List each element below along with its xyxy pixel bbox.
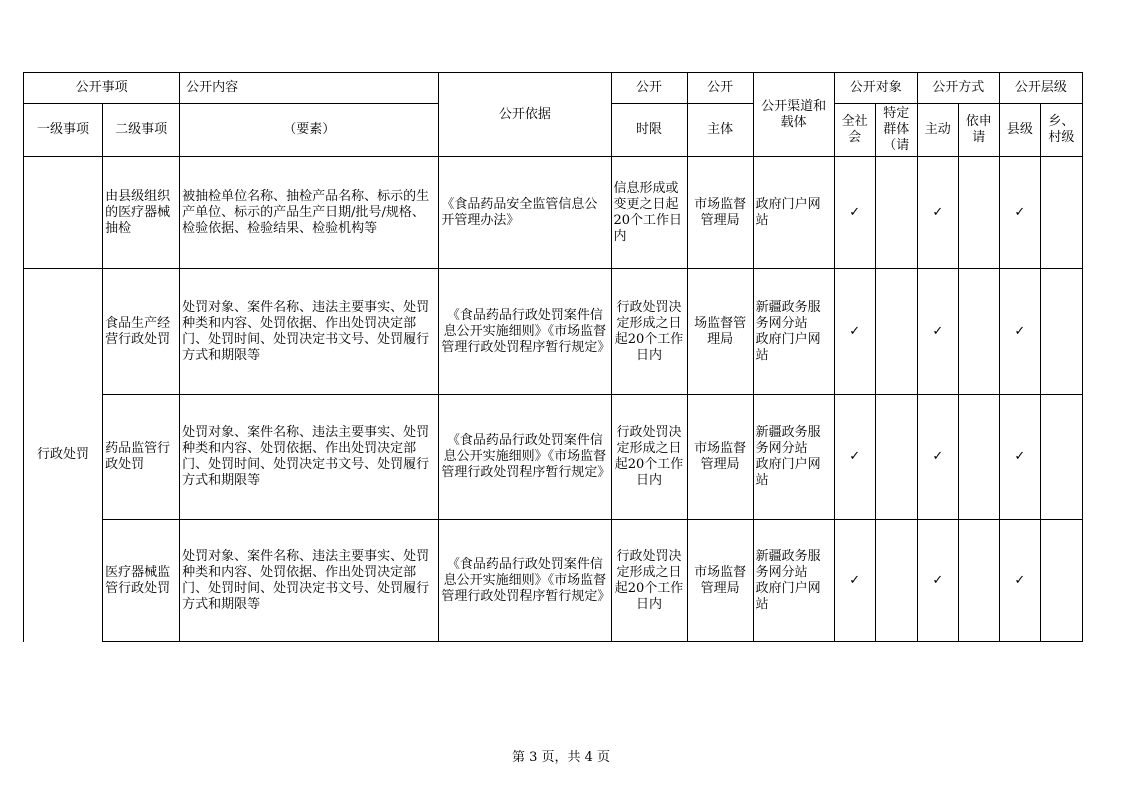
header-teding: 特定群体（请 [875,104,917,157]
header-zhuti-top: 公开 [687,73,753,104]
check-on-request [958,395,999,520]
row-basis: 《食品药品行政处罚案件信息公开实施细则》《市场监督管理行政处罚程序暂行规定》 [439,269,611,395]
check-township [1040,269,1082,395]
header-row-1 [24,73,1083,104]
row-item: 医疗器械监管行政处罚 [103,520,180,642]
row-subject: 市场监督管理局 [687,157,753,269]
row-item: 由县级组织的医疗器械抽检 [103,157,180,269]
header-shixian: 时限 [611,104,687,157]
check-all-society: ✓ [834,520,875,642]
header-erji: 二级事项 [103,104,180,157]
check-active: ✓ [917,395,958,520]
row-time-limit: 信息形成或变更之日起20个工作日内 [611,157,687,269]
header-gongkai-neirong: 公开内容 [180,73,439,104]
row-time-limit: 行政处罚决定形成之日起20个工作日内 [611,395,687,520]
header-gongkai-shixiang: 公开事项 [24,73,180,104]
row-content: 处罚对象、案件名称、违法主要事实、处罚种类和内容、处罚依据、作出处罚决定部门、处罚时间、处罚决定书文号、处罚履行方式和期限等 [180,520,439,642]
check-county: ✓ [999,520,1040,642]
check-on-request [958,157,999,269]
check-active: ✓ [917,520,958,642]
check-specific-group [875,269,917,395]
row-content: 处罚对象、案件名称、违法主要事实、处罚种类和内容、处罚依据、作出处罚决定部门、处罚时间、处罚决定书文号、处罚履行方式和期限等 [180,395,439,520]
check-active: ✓ [917,269,958,395]
row-content: 被抽检单位名称、抽检产品名称、标示的生产单位、标示的产品生产日期/批号/规格、检验依据、检验结果、检验机构等 [180,157,439,269]
header-zhudong: 主动 [917,104,958,157]
check-township [1040,520,1082,642]
table-row [24,269,1083,395]
header-fangshi: 公开方式 [917,73,999,104]
row-channel: 新疆政务服务网分站 政府门户网站 [753,395,834,520]
table-row [24,395,1083,520]
check-on-request [958,520,999,642]
check-county: ✓ [999,395,1040,520]
row-subject: 场监督管理局 [687,269,753,395]
header-yishenqing: 依申请 [958,104,999,157]
row-basis: 《食品药品安全监管信息公开管理办法》 [439,157,611,269]
row-channel: 政府门户网站 [753,157,834,269]
check-county: ✓ [999,157,1040,269]
header-xianji: 县级 [999,104,1040,157]
row-item: 食品生产经营行政处罚 [103,269,180,395]
header-zhuti: 主体 [687,104,753,157]
row-item: 药品监管行政处罚 [103,395,180,520]
row-time-limit: 行政处罚决定形成之日起20个工作日内 [611,520,687,642]
row-channel: 新疆政务服务网分站 政府门户网站 [753,269,834,395]
header-duixiang: 公开对象 [834,73,917,104]
check-on-request [958,269,999,395]
page-number: 第 3 页，共 4 页 [511,750,611,765]
check-specific-group [875,395,917,520]
table-row [24,520,1083,642]
check-specific-group [875,520,917,642]
header-gongkai-yiju: 公开依据 [439,73,611,157]
header-quanshehui: 全社会 [834,104,875,157]
header-yaosu: （要素） [180,104,439,157]
check-township [1040,157,1082,269]
header-shixian-top: 公开 [611,73,687,104]
row-time-limit: 行政处罚决定形成之日起20个工作日内 [611,269,687,395]
row-basis: 《食品药品行政处罚案件信息公开实施细则》《市场监督管理行政处罚程序暂行规定》 [439,395,611,520]
check-specific-group [875,157,917,269]
header-xiangcun: 乡、村级 [1040,104,1082,157]
table-row [24,157,1083,269]
row-category: 行政处罚 [24,269,103,642]
header-cengji: 公开层级 [999,73,1082,104]
check-all-society: ✓ [834,269,875,395]
row-channel: 新疆政务服务网分站 政府门户网站 [753,520,834,642]
check-active: ✓ [917,157,958,269]
row-basis: 《食品药品行政处罚案件信息公开实施细则》《市场监督管理行政处罚程序暂行规定》 [439,520,611,642]
check-all-society: ✓ [834,157,875,269]
row-subject: 市场监督管理局 [687,520,753,642]
row-content: 处罚对象、案件名称、违法主要事实、处罚种类和内容、处罚依据、作出处罚决定部门、处罚时间、处罚决定书文号、处罚履行方式和期限等 [180,269,439,395]
header-yiji: 一级事项 [24,104,103,157]
row-subject: 市场监督管理局 [687,395,753,520]
check-county: ✓ [999,269,1040,395]
row-category [24,157,103,269]
check-township [1040,395,1082,520]
header-qudao: 公开渠道和载体 [753,73,834,157]
disclosure-table [23,72,1083,642]
check-all-society: ✓ [834,395,875,520]
